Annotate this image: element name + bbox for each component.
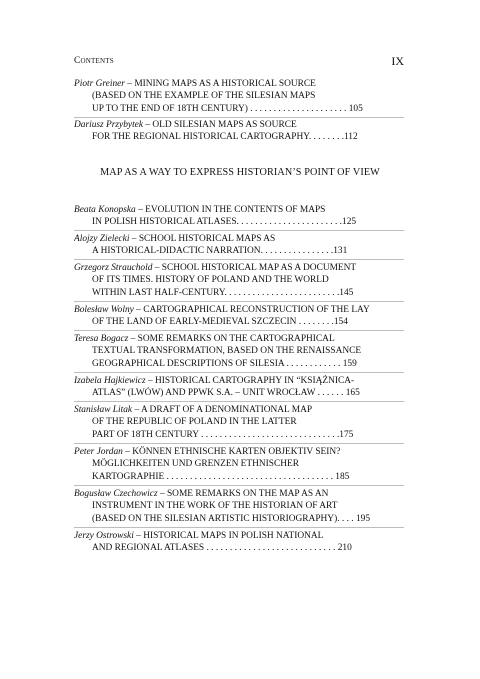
entry-author: Piotr Greiner	[74, 79, 125, 89]
entry-author: Alojzy Zielecki	[74, 234, 130, 244]
entry-title: CARTOGRAPHICAL RECONSTRUCTION OF THE LAY	[143, 305, 370, 315]
entry-author: Jerzy Ostrowski	[74, 531, 134, 541]
entry-title-line: FOR THE REGIONAL HISTORICAL CARTOGRAPHY. . . . . . . .112	[92, 132, 358, 143]
entry-title: SOME REMARKS ON THE CARTOGRAPHICAL	[137, 334, 335, 344]
entry-divider	[74, 330, 404, 331]
toc-entry: Teresa Bogacz – SOME REMARKS ON THE CARTOGRAPHICAL TEXTUAL TRANSFORMATION, BASED ON THE RENAISSANCE GEOGRAPHICAL DESCRIPTIONS OF SILESIA . . . . . . . . . . . . 159	[74, 334, 362, 369]
entry-divider	[74, 485, 404, 486]
entry-title: SCHOOL HISTORICAL MAPS AS	[138, 234, 276, 244]
entry-title: OLD SILESIAN MAPS AS SOURCE	[152, 120, 297, 130]
toc-entry: Piotr Greiner – MINING MAPS AS A HISTORICAL SOURCE (BASED ON THE EXAMPLE OF THE SILESIAN MAPS UP TO THE END OF 18TH CENTURY) . . . . . . . . . . . . . . . . . . . . . 105	[74, 79, 363, 114]
entry-author: Bolesław Wolny	[74, 305, 134, 315]
entry-divider	[74, 117, 404, 118]
entry-title-line: TEXTUAL TRANSFORMATION, BASED ON THE RENAISSANCE	[92, 346, 362, 357]
page-number-roman: IX	[391, 54, 404, 68]
entry-author: Bogusław Czechowicz	[74, 489, 158, 499]
entry-title-line: KARTOGRAPHIE . . . . . . . . . . . . . . . . . . . . . . . . . . . . . . . . . . . . 185	[92, 471, 350, 482]
entry-title-line: AND REGIONAL ATLASES . . . . . . . . . . . . . . . . . . . . . . . . . . . . 210	[92, 543, 352, 554]
entry-divider	[74, 301, 404, 302]
entry-title: HISTORICAL MAPS IN POLISH NATIONAL	[143, 531, 324, 541]
entry-divider	[74, 527, 404, 528]
toc-entry: Alojzy Zielecki – SCHOOL HISTORICAL MAPS AS A HISTORICAL-DIDACTIC NARRATION. . . . . . . . . . . . . . . .131	[74, 234, 348, 257]
toc-entry: Beata Konopska – EVOLUTION IN THE CONTENTS OF MAPS IN POLISH HISTORICAL ATLASES. . . . . . . . . . . . . . . . . . . . . . .125	[74, 205, 357, 228]
toc-entry: Dariusz Przybytek – OLD SILESIAN MAPS AS SOURCE FOR THE REGIONAL HISTORICAL CARTOGRAPHY. . . . . . . .112	[74, 120, 358, 143]
entry-author: Beata Konopska	[74, 205, 136, 215]
entry-title-line: WITHIN LAST HALF-CENTURY. . . . . . . . . . . . . . . . . . . . . . . . .145	[92, 287, 354, 298]
entry-title: SCHOOL HISTORICAL MAP AS A DOCUMENT	[161, 263, 357, 273]
entry-title-line: OF THE LAND OF EARLY-MEDIEVAL SZCZECIN . . . . . . . .154	[92, 317, 348, 328]
entry-title: EVOLUTION IN THE CONTENTS OF MAPS	[145, 205, 326, 215]
entry-divider	[74, 230, 404, 231]
entry-divider	[74, 443, 404, 444]
entry-title-line: ATLAS” (LWÓW) AND PPWK S.A. – UNIT WROCŁAW . . . . . . 165	[92, 388, 360, 399]
section-title: MAP AS A WAY TO EXPRESS HISTORIAN’S POINT OF VIEW	[100, 167, 380, 178]
entry-divider	[74, 401, 404, 402]
toc-entry: Stanisław Litak – A DRAFT OF A DENOMINATIONAL MAP OF THE REPUBLIC OF POLAND IN THE LATTER PART OF 18TH CENTURY . . . . . . . . . . . . . . . . . . . . . . . . . . . . . .175	[74, 405, 354, 440]
toc-entry: Izabela Hajkiewicz – HISTORICAL CARTOGRAPHY IN “KSIĄŻNICA- ATLAS” (LWÓW) AND PPWK S.A. – UNIT WROCŁAW . . . . . . 165	[74, 376, 360, 399]
entry-author: Dariusz Przybytek	[74, 120, 143, 130]
entry-title: A DRAFT OF A DENOMINATIONAL MAP	[140, 405, 313, 415]
entry-title: KÖNNEN ETHNISCHE KARTEN OBJEKTIV SEIN?	[132, 447, 341, 457]
entry-author: Teresa Bogacz	[74, 334, 129, 344]
entry-author: Peter Jordan	[74, 447, 123, 457]
entry-title-line: (BASED ON THE SILESIAN ARTISTIC HISTORIOGRAPHY). . . . 195	[92, 513, 371, 524]
entry-title-line: MÖGLICHKEITEN UND GRENZEN ETHNISCHER	[92, 459, 300, 470]
entry-author: Grzegorz Strauchold	[74, 263, 153, 273]
header-contents-label: Contents	[74, 56, 114, 66]
entry-title-line: GEOGRAPHICAL DESCRIPTIONS OF SILESIA . . . . . . . . . . . . 159	[92, 358, 357, 369]
entry-title: HISTORICAL CARTOGRAPHY IN “KSIĄŻNICA-	[154, 376, 355, 386]
toc-entry: Bolesław Wolny – CARTOGRAPHICAL RECONSTRUCTION OF THE LAY OF THE LAND OF EARLY-MEDIEVAL SZCZECIN . . . . . . . .154	[74, 305, 370, 328]
entry-title-line: OF THE REPUBLIC OF POLAND IN THE LATTER	[92, 417, 297, 428]
toc-entry: Peter Jordan – KÖNNEN ETHNISCHE KARTEN OBJEKTIV SEIN? MÖGLICHKEITEN UND GRENZEN ETHNISCHER KARTOGRAPHIE . . . . . . . . . . . . . . . . . . . . . . . . . . . . . . . . . . . . 185	[74, 447, 350, 482]
entry-title-line: IN POLISH HISTORICAL ATLASES. . . . . . . . . . . . . . . . . . . . . . .125	[92, 217, 357, 228]
entry-author: Stanisław Litak	[74, 405, 133, 415]
toc-entry: Grzegorz Strauchold – SCHOOL HISTORICAL MAP AS A DOCUMENT OF ITS TIMES. HISTORY OF POLAND AND THE WORLD WITHIN LAST HALF-CENTURY. . . . . . . . . . . . . . . . . . . . . . . . .145	[74, 263, 357, 298]
toc-entry: Jerzy Ostrowski – HISTORICAL MAPS IN POLISH NATIONAL AND REGIONAL ATLASES . . . . . . . . . . . . . . . . . . . . . . . . . . . . 210	[74, 531, 352, 554]
entry-divider	[74, 259, 404, 260]
entry-title-line: (BASED ON THE EXAMPLE OF THE SILESIAN MAPS	[92, 91, 316, 102]
entry-title-line: A HISTORICAL-DIDACTIC NARRATION. . . . . . . . . . . . . . . .131	[92, 246, 348, 257]
entry-title-line: INSTRUMENT IN THE WORK OF THE HISTORIAN OF ART	[92, 501, 338, 512]
toc-entry: Bogusław Czechowicz – SOME REMARKS ON THE MAP AS AN INSTRUMENT IN THE WORK OF THE HISTORIAN OF ART (BASED ON THE SILESIAN ARTISTIC HISTORIOGRAPHY). . . . 195	[74, 489, 371, 524]
entry-author: Izabela Hajkiewicz	[74, 376, 146, 386]
entry-title: MINING MAPS AS A HISTORICAL SOURCE	[134, 79, 316, 89]
entry-title: SOME REMARKS ON THE MAP AS AN	[166, 489, 329, 499]
entry-title-line: PART OF 18TH CENTURY . . . . . . . . . . . . . . . . . . . . . . . . . . . . . .175	[92, 429, 354, 440]
entry-title-line: UP TO THE END OF 18TH CENTURY) . . . . . . . . . . . . . . . . . . . . . 105	[92, 103, 363, 114]
entry-divider	[74, 372, 404, 373]
running-header	[74, 56, 404, 66]
entry-title-line: OF ITS TIMES. HISTORY OF POLAND AND THE WORLD	[92, 275, 329, 286]
